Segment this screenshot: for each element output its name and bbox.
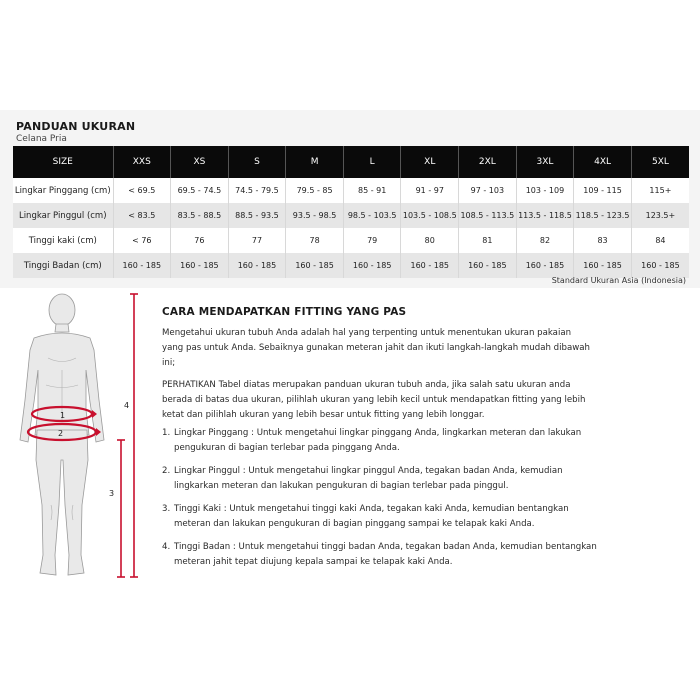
table-cell: 103 - 109	[516, 178, 574, 203]
table-cell: 160 - 185	[286, 253, 344, 278]
row-label: Lingkar Pinggul (cm)	[13, 203, 113, 228]
row-label: Lingkar Pinggang (cm)	[13, 178, 113, 203]
table-cell: 88.5 - 93.5	[228, 203, 286, 228]
table-cell: 97 - 103	[459, 178, 517, 203]
step-number: 4.	[162, 542, 171, 552]
header-s: S	[228, 146, 286, 178]
table-cell: 115+	[631, 178, 689, 203]
step-number: 1.	[162, 428, 171, 438]
table-cell: 74.5 - 79.5	[228, 178, 286, 203]
body-measurement-figure	[4, 290, 164, 590]
standard-note: Standard Ukuran Asia (Indonesia)	[551, 276, 686, 285]
table-cell: 85 - 91	[343, 178, 401, 203]
table-cell: 160 - 185	[171, 253, 229, 278]
size-table	[13, 146, 689, 278]
step-number: 2.	[162, 466, 171, 476]
measurement-steps	[162, 426, 602, 578]
table-cell: 103.5 - 108.5	[401, 203, 459, 228]
header-3xl: 3XL	[516, 146, 574, 178]
table-cell: 113.5 - 118.5	[516, 203, 574, 228]
header-2xl: 2XL	[459, 146, 517, 178]
step-number: 3.	[162, 504, 171, 514]
label-body-height: 4	[124, 401, 130, 410]
table-cell: 91 - 97	[401, 178, 459, 203]
table-cell: 108.5 - 113.5	[459, 203, 517, 228]
label-hip: 2	[58, 429, 64, 438]
table-cell: 160 - 185	[516, 253, 574, 278]
list-item	[162, 540, 602, 570]
ruler-leg-length	[117, 440, 125, 577]
step-text: Tinggi Kaki : Untuk mengetahui tinggi kaki Anda, tegakan kaki Anda, kemudian bentangkan meteran dan lakukan pengukuran di bagian pinggang sampai ke telapak kaki Anda.	[174, 504, 569, 529]
table-cell: 79	[343, 228, 401, 253]
table-cell: 83	[574, 228, 632, 253]
table-cell: 109 - 115	[574, 178, 632, 203]
fitting-warning: PERHATIKAN Tabel diatas merupakan panduan ukuran tubuh anda, jika salah satu ukuran anda berada di batas dua ukuran, pilihlah ukuran yang lebih kecil untuk mendapatkan fitting yang lebih ketat dan pilihlah ukuran yang lebih besar untuk fitting yang lebih longgar.	[162, 380, 586, 420]
fitting-intro: Mengetahui ukuran tubuh Anda adalah hal yang terpenting untuk menentukan ukuran pakaian yang pas untuk Anda. Sebaiknya gunakan meteran jahit dan ikuti langkah-langkah mudah dibawah ini;	[162, 328, 590, 368]
table-cell: 160 - 185	[574, 253, 632, 278]
table-cell: 78	[286, 228, 344, 253]
header-l: L	[343, 146, 401, 178]
row-label: Tinggi kaki (cm)	[13, 228, 113, 253]
table-cell: 160 - 185	[113, 253, 171, 278]
table-cell: 118.5 - 123.5	[574, 203, 632, 228]
step-text: Lingkar Pinggang : Untuk mengetahui lingkar pinggang Anda, lingkarkan meteran dan lakukan pengukuran di bagian terlebar pada pinggang Anda.	[174, 428, 582, 453]
table-cell: 123.5+	[631, 203, 689, 228]
label-leg-length: 3	[109, 489, 115, 498]
table-cell: 77	[228, 228, 286, 253]
table-row-hip	[13, 203, 689, 228]
table-cell: 160 - 185	[401, 253, 459, 278]
table-cell: 93.5 - 98.5	[286, 203, 344, 228]
size-header-row	[13, 146, 689, 178]
header-xs: XS	[171, 146, 229, 178]
table-cell: < 69.5	[113, 178, 171, 203]
table-cell: < 83.5	[113, 203, 171, 228]
header-xl: XL	[401, 146, 459, 178]
row-label: Tinggi Badan (cm)	[13, 253, 113, 278]
table-cell: 98.5 - 103.5	[343, 203, 401, 228]
table-cell: 69.5 - 74.5	[171, 178, 229, 203]
table-cell: 80	[401, 228, 459, 253]
header-size: SIZE	[13, 146, 113, 178]
table-cell: 82	[516, 228, 574, 253]
guide-title: PANDUAN UKURAN	[16, 120, 136, 133]
table-cell: 79.5 - 85	[286, 178, 344, 203]
table-row-height	[13, 253, 689, 278]
fitting-title: CARA MENDAPATKAN FITTING YANG PAS	[162, 306, 407, 318]
table-row-waist	[13, 178, 689, 203]
table-cell: < 76	[113, 228, 171, 253]
header-m: M	[286, 146, 344, 178]
list-item	[162, 464, 602, 494]
header-4xl: 4XL	[574, 146, 632, 178]
table-row-leg	[13, 228, 689, 253]
list-item	[162, 426, 602, 456]
label-waist: 1	[60, 411, 66, 420]
table-cell: 160 - 185	[228, 253, 286, 278]
header-xxs: XXS	[113, 146, 171, 178]
ruler-body-height	[130, 294, 138, 577]
step-text: Lingkar Pinggul : Untuk mengetahui lingkar pinggul Anda, tegakan badan Anda, kemudian lingkarkan meteran dan lakukan pengukuran di bagian terlebar pada pinggul.	[174, 466, 563, 491]
table-cell: 84	[631, 228, 689, 253]
table-cell: 160 - 185	[343, 253, 401, 278]
table-cell: 81	[459, 228, 517, 253]
step-text: Tinggi Badan : Untuk mengetahui tinggi badan Anda, tegakan badan Anda, kemudian bentangkan meteran jahit tepat diujung kepala sampai ke telapak kaki Anda.	[174, 542, 597, 567]
table-cell: 76	[171, 228, 229, 253]
table-cell: 160 - 185	[631, 253, 689, 278]
list-item	[162, 502, 602, 532]
header-5xl: 5XL	[631, 146, 689, 178]
table-cell: 83.5 - 88.5	[171, 203, 229, 228]
guide-subtitle: Celana Pria	[16, 134, 67, 144]
table-cell: 160 - 185	[459, 253, 517, 278]
